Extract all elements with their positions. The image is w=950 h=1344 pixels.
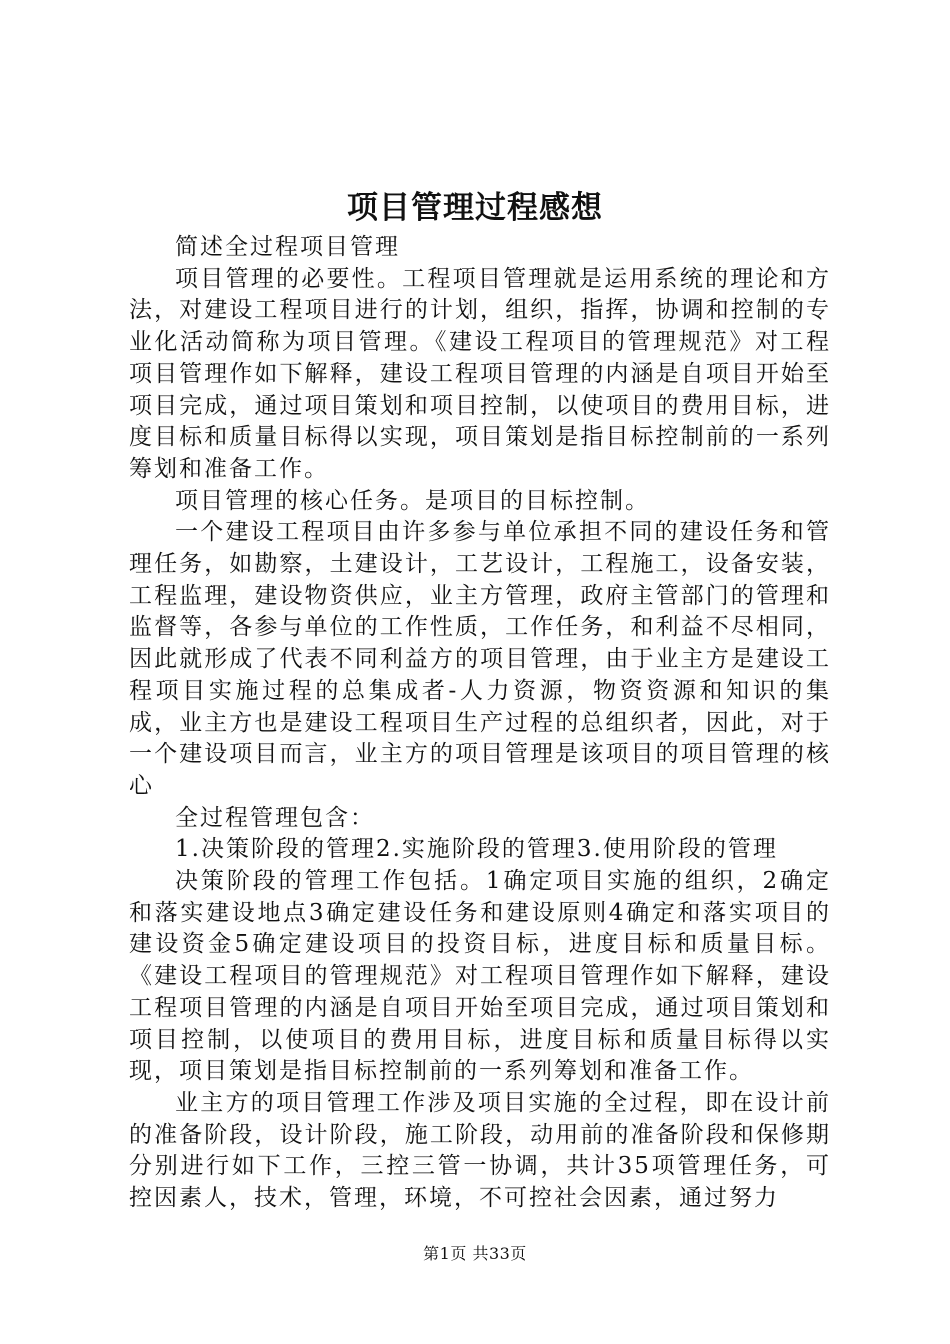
page-footer: 第1页 共33页 [423,1244,527,1263]
paragraph-subtitle: 简述全过程项目管理 [175,234,400,260]
document-title: 项目管理过程感想 [347,190,603,226]
paragraph-stages: 1.决策阶段的管理2.实施阶段的管理3.使用阶段的管理 [175,836,778,863]
paragraph-core-task: 项目管理的核心任务。是项目的目标控制。 [175,487,650,514]
document-body [129,232,831,1215]
paragraph-necessity: 项目管理的必要性。工程项目管理就是运用系统的理论和方法，对建设工程项目进行的计划，组织，指挥，协调和控制的专业化活动简称为项目管理。《建设工程项目的管理规范》对工程项目管理作如下解释，建设工程项目管理的内涵是自项目开始至项目完成，通过项目策划和项目控制，以使项目的费用目标，进度目标和质量目标得以实现，项目策划是指目标控制前的一系列筹划和准备工作。 [129,265,831,482]
paragraph-decision-stage: 决策阶段的管理工作包括。1确定项目实施的组织，2确定和落实建设地点3确定建设任务和建设原则4确定和落实项目的建设资金5确定建设项目的投资目标，进度目标和质量目标。《建设工程项目的管理规范》对工程项目管理作如下解释，建设工程项目管理的内涵是自项目开始至项目完成，通过项目策划和项目控制，以使项目的费用目标，进度目标和质量目标得以实现，项目策划是指目标控制前的一系列筹划和准备工作。 [129,868,831,1085]
paragraph-owner-management: 业主方的项目管理工作涉及项目实施的全过程，即在设计前的准备阶段，设计阶段，施工阶段，动用前的准备阶段和保修期分别进行如下工作，三控三管一协调，共计35项管理任务，可控因素人，技术，管理，环境，不可控社会因素，通过努力 [129,1089,831,1212]
paragraph-participants: 一个建设工程项目由许多参与单位承担不同的建设任务和管理任务，如勘察，土建设计，工艺设计，工程施工，设备安装，工程监理，建设物资供应，业主方管理，政府主管部门的管理和监督等，各参与单位的工作性质，工作任务，和利益不尽相同，因此就形成了代表不同利益方的项目管理，由于业主方是建设工程项目实施过程的总集成者-人力资源，物资资源和知识的集成，业主方也是建设工程项目生产过程的总组织者，因此，对于一个建设项目而言，业主方的项目管理是该项目的项目管理的核心 [129,519,831,799]
paragraph-whole-process: 全过程管理包含： [175,804,375,831]
